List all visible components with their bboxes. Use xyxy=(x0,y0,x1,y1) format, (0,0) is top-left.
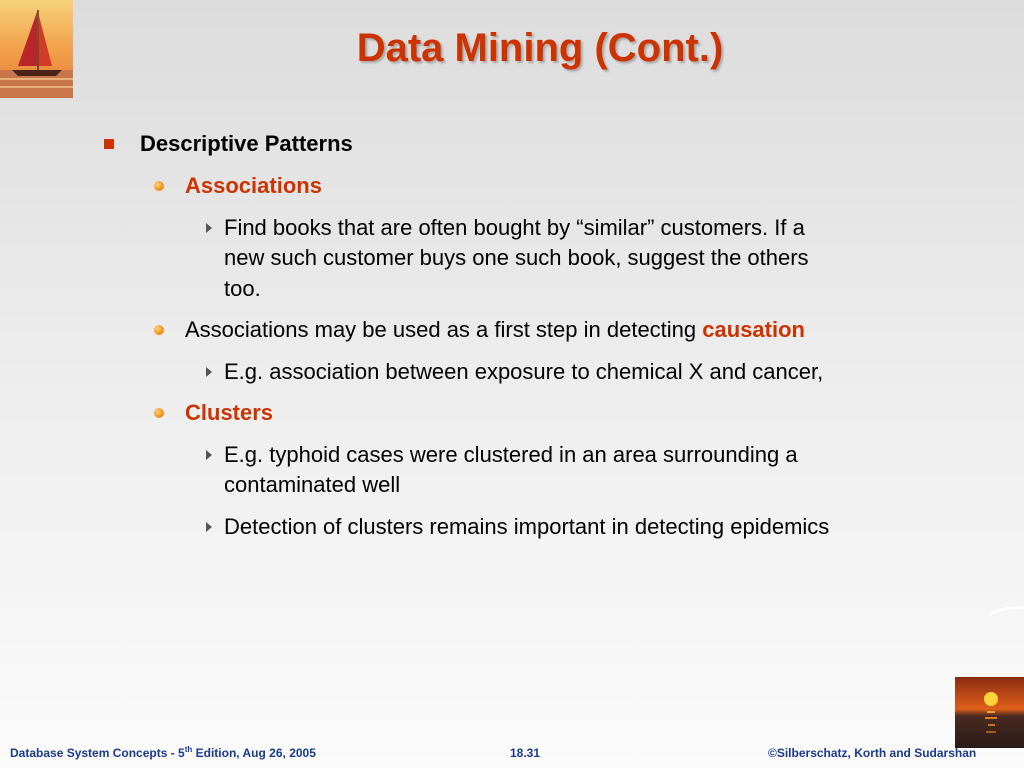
arrow-bullet-icon xyxy=(206,522,212,532)
associations-example-line-1: Find books that are often bought by “similar” customers. If a xyxy=(224,215,805,240)
footer-course-info xyxy=(10,746,316,760)
causation-emphasis: causation xyxy=(702,317,805,342)
slide-title: Data Mining (Cont.) xyxy=(356,26,724,70)
dot-bullet-icon xyxy=(154,181,164,191)
footer-page-number: 18.31 xyxy=(510,746,541,760)
sunset-sea-icon xyxy=(955,677,1024,748)
dot-bullet-icon xyxy=(154,408,164,418)
descriptive-patterns-heading: Descriptive Patterns xyxy=(140,131,353,156)
associations-label: Associations xyxy=(185,173,322,198)
clusters-label: Clusters xyxy=(185,400,274,425)
dot-bullet-icon xyxy=(154,325,164,335)
footer-copyright: ©Silberschatz, Korth and Sudarshan xyxy=(768,746,977,760)
footer-left-prefix: Database System Concepts - 5 xyxy=(10,746,185,760)
square-bullet-icon xyxy=(104,139,114,149)
causation-item xyxy=(185,314,805,345)
footer-left-sup: th xyxy=(184,745,193,754)
footer-left-suffix: Edition, Aug 26, 2005 xyxy=(192,746,316,760)
clusters-example-line-2: contaminated well xyxy=(224,472,401,497)
causation-example: E.g. association between exposure to chemical X and cancer, xyxy=(224,359,824,384)
causation-item-text: Associations may be used as a first step in detecting xyxy=(185,317,703,342)
associations-example-line-2: new such customer buys one such book, suggest the others xyxy=(224,245,809,270)
sailboat-sunset-icon xyxy=(0,0,73,98)
associations-example-line-3: too. xyxy=(224,276,261,301)
arrow-bullet-icon xyxy=(206,367,212,377)
arrow-bullet-icon xyxy=(206,223,212,233)
clusters-example-2: Detection of clusters remains important in detecting epidemics xyxy=(224,514,830,539)
clusters-example-line-1: E.g. typhoid cases were clustered in an area surrounding a xyxy=(224,442,798,467)
swoosh-decoration-icon xyxy=(990,606,1024,618)
arrow-bullet-icon xyxy=(206,450,212,460)
